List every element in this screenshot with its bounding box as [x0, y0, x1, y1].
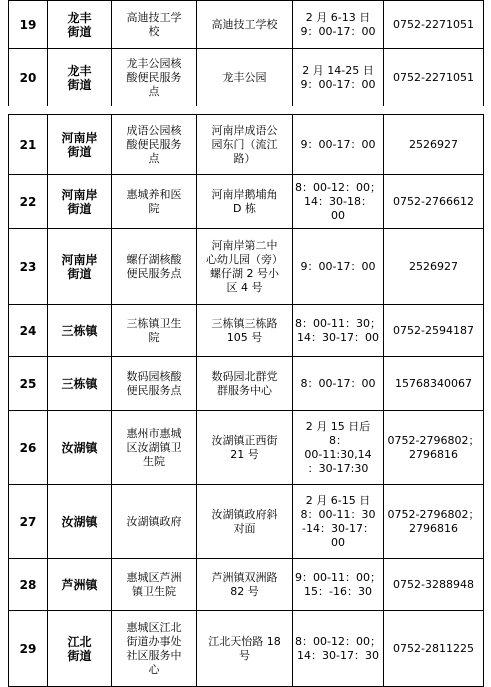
phone-cell: 0752-3288948 [384, 559, 484, 611]
address-cell: 河南岸鹅埔角 D 栋 [197, 175, 293, 229]
hours-cell: 2 月 14-25 日 9：00-17：00 [293, 49, 384, 107]
row-number: 28 [9, 559, 48, 611]
street-cell: 河南岸 街道 [48, 229, 112, 305]
table-row [9, 411, 484, 485]
site-name-cell: 惠州市惠城 区汝湖镇卫 生院 [112, 411, 197, 485]
hours-cell: 9：00-11：00； 15：-16：30 [293, 559, 384, 611]
street-cell: 汝湖镇 [48, 485, 112, 559]
street-cell: 芦洲镇 [48, 559, 112, 611]
phone-cell: 2526927 [384, 229, 484, 305]
hours-cell: 8：00-12：00； 14：30-18： 00 [293, 175, 384, 229]
row-number: 27 [9, 485, 48, 559]
row-number: 22 [9, 175, 48, 229]
phone-cell: 0752-2594187 [384, 305, 484, 357]
hours-cell: 2 月 6-13 日 9：00-17：00 [293, 1, 384, 49]
street-cell: 三栋镇 [48, 305, 112, 357]
address-cell: 汝湖镇正西街 21 号 [197, 411, 293, 485]
row-number: 24 [9, 305, 48, 357]
table-row [9, 115, 484, 175]
phone-cell: 0752-2796802； 2796816 [384, 485, 484, 559]
street-cell: 龙丰 街道 [48, 49, 112, 107]
hours-cell: 2 月 6-15 日 8：00-11：30 -14：30-17： 00 [293, 485, 384, 559]
site-name-cell: 惠城区芦洲 镇卫生院 [112, 559, 197, 611]
site-name-cell: 龙丰公园核 酸便民服务 点 [112, 49, 197, 107]
hours-cell: 2 月 15 日后 8： 00-11:30,14 ：30-17:30 [293, 411, 384, 485]
row-number: 19 [9, 1, 48, 49]
phone-cell: 0752-2796802； 2796816 [384, 411, 484, 485]
table-row [9, 175, 484, 229]
site-name-cell: 成语公园核 酸便民服务 点 [112, 115, 197, 175]
hours-cell: 8：00-17：00 [293, 357, 384, 411]
page-break-gap [0, 106, 491, 114]
site-name-cell: 螺仔湖核酸 便民服务点 [112, 229, 197, 305]
row-number: 25 [9, 357, 48, 411]
phone-cell: 0752-2766612 [384, 175, 484, 229]
table-row [9, 559, 484, 611]
street-cell: 河南岸 街道 [48, 175, 112, 229]
address-cell: 三栋镇三栋路 105 号 [197, 305, 293, 357]
table-row [9, 611, 484, 687]
street-cell: 三栋镇 [48, 357, 112, 411]
site-name-cell: 惠城区江北 街道办事处 社区服务中 心 [112, 611, 197, 687]
table-row [9, 305, 484, 357]
hours-cell: 8：00-12：00； 14：30-17：30 [293, 611, 384, 687]
phone-cell: 0752-2271051 [384, 49, 484, 107]
row-number: 26 [9, 411, 48, 485]
phone-cell: 15768340067 [384, 357, 484, 411]
address-cell: 数码园北群党 群服务中心 [197, 357, 293, 411]
address-cell: 龙丰公园 [197, 49, 293, 107]
row-number: 21 [9, 115, 48, 175]
schedule-table-part2 [8, 114, 484, 687]
site-name-cell: 惠城养和医 院 [112, 175, 197, 229]
row-number: 23 [9, 229, 48, 305]
table-row [9, 357, 484, 411]
row-number: 20 [9, 49, 48, 107]
hours-cell: 8：00-11：30； 14：30-17：00 [293, 305, 384, 357]
site-name-cell: 三栋镇卫生 院 [112, 305, 197, 357]
address-cell: 河南岸第二中 心幼儿园（旁） 螺仔湖 2 号小 区 4 号 [197, 229, 293, 305]
address-cell: 高迪技工学校 [197, 1, 293, 49]
street-cell: 龙丰 街道 [48, 1, 112, 49]
street-cell: 江北 街道 [48, 611, 112, 687]
row-number: 29 [9, 611, 48, 687]
hours-cell: 9：00-17：00 [293, 115, 384, 175]
table-row [9, 49, 484, 107]
address-cell: 芦洲镇双洲路 82 号 [197, 559, 293, 611]
street-cell: 河南岸 街道 [48, 115, 112, 175]
site-name-cell: 高迪技工学 校 [112, 1, 197, 49]
hours-cell: 9：00-17：00 [293, 229, 384, 305]
site-name-cell: 数码园核酸 便民服务点 [112, 357, 197, 411]
address-cell: 江北天怡路 18 号 [197, 611, 293, 687]
site-name-cell: 汝湖镇政府 [112, 485, 197, 559]
address-cell: 汝湖镇政府斜 对面 [197, 485, 293, 559]
schedule-table-part1 [8, 0, 484, 107]
phone-cell: 0752-2811225 [384, 611, 484, 687]
phone-cell: 0752-2271051 [384, 1, 484, 49]
table-row [9, 229, 484, 305]
address-cell: 河南岸成语公 园东门（流江 路） [197, 115, 293, 175]
table-row [9, 485, 484, 559]
phone-cell: 2526927 [384, 115, 484, 175]
street-cell: 汝湖镇 [48, 411, 112, 485]
table-row [9, 1, 484, 49]
